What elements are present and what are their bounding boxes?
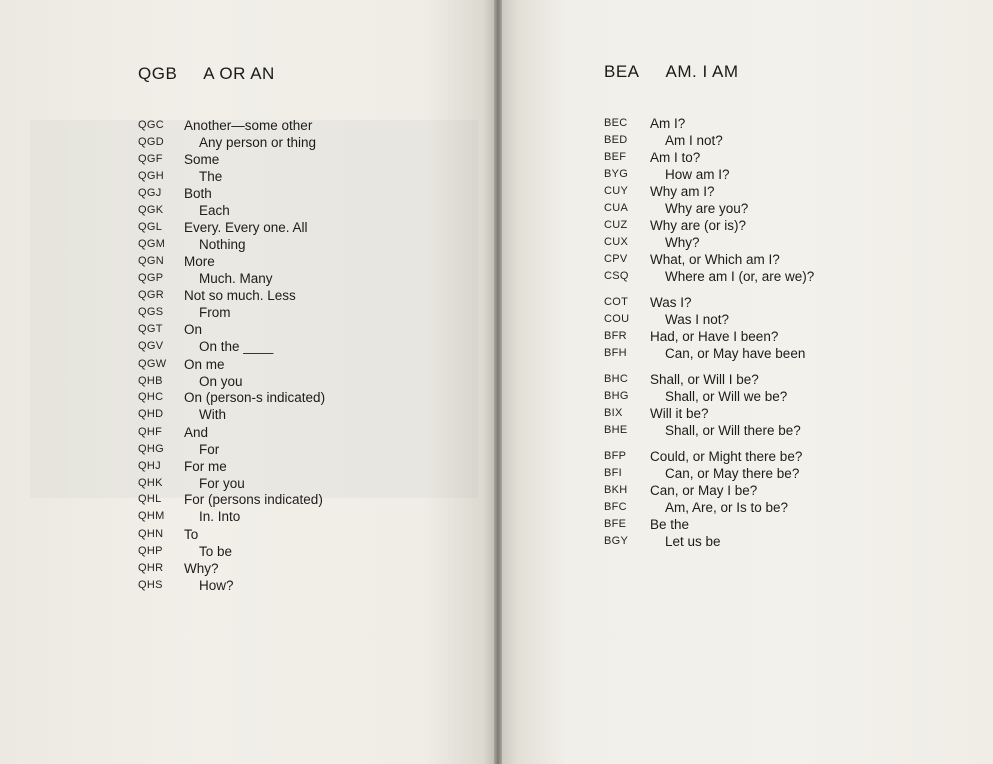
entry-meaning: Am I not? [665, 133, 723, 148]
entry-meaning: Why are you? [665, 201, 749, 216]
entry-meaning: Was I not? [665, 312, 730, 327]
entry-meaning: From [199, 305, 231, 320]
entry-code: QGJ [138, 187, 162, 199]
entry-code: QHC [138, 391, 164, 403]
entry-meaning: Shall, or Will we be? [665, 389, 788, 404]
entry-meaning: On you [199, 374, 243, 389]
entry-code: CUX [604, 236, 629, 248]
entry-meaning: For you [199, 476, 245, 491]
entry-code: QGW [138, 358, 167, 370]
entry-code: BHE [604, 424, 628, 436]
entry-code: QHD [138, 408, 164, 420]
entry-meaning: To [184, 527, 199, 542]
right-page [498, 0, 993, 764]
entry-code: QGP [138, 272, 164, 284]
entry-meaning: Am, Are, or Is to be? [665, 500, 789, 515]
section-heading [138, 64, 275, 84]
entry-code: QHL [138, 493, 162, 505]
entry-meaning: On (person-s indicated) [184, 390, 326, 405]
heading-title: AM. I AM [665, 62, 739, 81]
entry-code: QGC [138, 119, 164, 131]
entry-meaning: Shall, or Will I be? [650, 372, 759, 387]
entry-code: BFR [604, 330, 627, 342]
entry-code: QHG [138, 443, 164, 455]
entry-code: CUZ [604, 219, 628, 231]
entry-meaning: How? [199, 578, 234, 593]
entry-code: QGH [138, 170, 164, 182]
entry-meaning: Not so much. Less [184, 288, 296, 303]
entry-code: QGN [138, 255, 164, 267]
entry-meaning: For me [184, 459, 227, 474]
entry-meaning: Both [184, 186, 212, 201]
entry-meaning: Much. Many [199, 271, 273, 286]
entry-code: BKH [604, 484, 628, 496]
heading-code: BEA [604, 62, 640, 81]
entry-code: QHB [138, 375, 163, 387]
entry-meaning: Can, or May I be? [650, 483, 758, 498]
show-through-shadow [30, 120, 478, 498]
heading-title: A OR AN [203, 64, 275, 83]
entry-meaning: More [184, 254, 215, 269]
entry-code: QHR [138, 562, 164, 574]
entry-code: BIX [604, 407, 623, 419]
entry-code: BHG [604, 390, 629, 402]
entry-meaning: Another—some other [184, 118, 313, 133]
entry-code: QGV [138, 340, 164, 352]
entry-code: QGD [138, 136, 164, 148]
entry-code: QHN [138, 528, 164, 540]
book-spine [494, 0, 502, 764]
entry-code: BFI [604, 467, 623, 479]
entry-meaning: Any person or thing [199, 135, 317, 150]
entry-code: QGK [138, 204, 164, 216]
entry-code: BEF [604, 151, 627, 163]
heading-code: QGB [138, 64, 178, 83]
entry-code: QHK [138, 477, 163, 489]
entry-meaning: Where am I (or, are we)? [665, 269, 815, 284]
entry-meaning: Am I to? [650, 150, 701, 165]
entry-code: QHP [138, 545, 163, 557]
entry-code: BFE [604, 518, 627, 530]
entry-meaning: What, or Which am I? [650, 252, 780, 267]
entry-meaning: Could, or Might there be? [650, 449, 803, 464]
entry-meaning: On me [184, 357, 225, 372]
entry-code: QHM [138, 510, 165, 522]
entry-code: COU [604, 313, 630, 325]
entry-code: BFH [604, 347, 627, 359]
entry-meaning: Be the [650, 517, 690, 532]
entry-code: QGF [138, 153, 163, 165]
entry-code: COT [604, 296, 629, 308]
entry-code: QGT [138, 323, 163, 335]
entry-meaning: On the ____ [199, 339, 274, 354]
entry-code: BGY [604, 535, 629, 547]
entry-meaning: And [184, 425, 209, 440]
entry-code: QHF [138, 426, 163, 438]
entry-code: BYG [604, 168, 629, 180]
entry-code: CUY [604, 185, 629, 197]
entry-code: QGR [138, 289, 164, 301]
entry-meaning: The [199, 169, 223, 184]
entry-meaning: Nothing [199, 237, 246, 252]
entry-code: BFP [604, 450, 627, 462]
entry-code: QGM [138, 238, 166, 250]
entry-meaning: Can, or May have been [665, 346, 806, 361]
entry-meaning: To be [199, 544, 233, 559]
entry-meaning: Why? [184, 561, 219, 576]
entry-meaning: For [199, 442, 220, 457]
entry-code: CPV [604, 253, 628, 265]
entry-meaning: With [199, 407, 226, 422]
entry-meaning: Every. Every one. All [184, 220, 308, 235]
entry-meaning: For (persons indicated) [184, 492, 323, 507]
entry-code: CUA [604, 202, 629, 214]
entry-code: BHC [604, 373, 629, 385]
entry-meaning: Will it be? [650, 406, 709, 421]
entry-code: QHS [138, 579, 163, 591]
entry-meaning: How am I? [665, 167, 730, 182]
entry-meaning: Shall, or Will there be? [665, 423, 801, 438]
entry-code: QGL [138, 221, 163, 233]
entry-meaning: Had, or Have I been? [650, 329, 779, 344]
entry-meaning: Some [184, 152, 220, 167]
entry-meaning: Each [199, 203, 230, 218]
entry-meaning: Was I? [650, 295, 692, 310]
entry-meaning: On [184, 322, 203, 337]
entry-meaning: Why am I? [650, 184, 715, 199]
entry-code: CSQ [604, 270, 629, 282]
entry-meaning: In. Into [199, 509, 241, 524]
section-heading [604, 62, 739, 82]
entry-code: BFC [604, 501, 627, 513]
entry-meaning: Am I? [650, 116, 686, 131]
entry-meaning: Can, or May there be? [665, 466, 800, 481]
entry-code: QHJ [138, 460, 161, 472]
entry-meaning: Why? [665, 235, 700, 250]
entry-code: BEC [604, 117, 628, 129]
entry-code: BED [604, 134, 628, 146]
entry-code: QGS [138, 306, 164, 318]
entry-meaning: Why are (or is)? [650, 218, 747, 233]
entry-meaning: Let us be [665, 534, 721, 549]
